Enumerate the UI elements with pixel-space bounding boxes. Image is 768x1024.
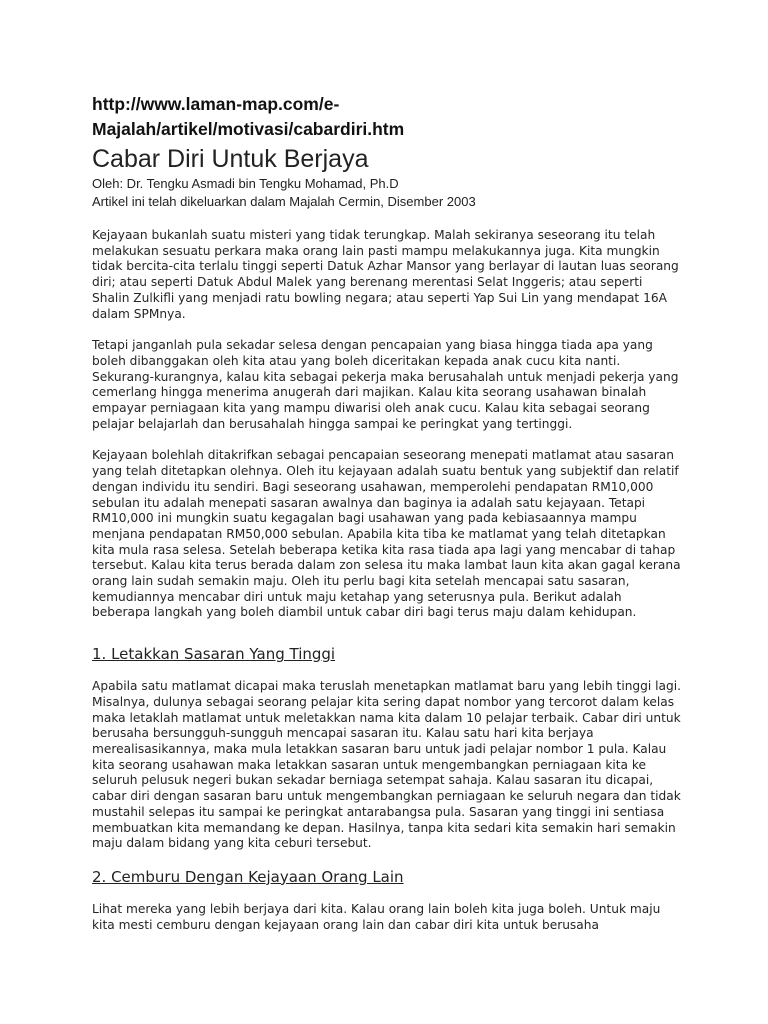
article-publication: Artikel ini telah dikeluarkan dalam Majalah Cermin, Disember 2003 xyxy=(92,194,476,209)
document-page xyxy=(92,92,692,949)
source-url xyxy=(92,92,692,142)
intro-paragraph-2: Tetapi janganlah pula sekadar selesa dengan pencapaian yang biasa hingga tiada apa yang boleh dibanggakan oleh kita atau yang boleh diceritakan kepada anak cucu kita nanti. Sekurang-kurangnya, kalau kita sebagai pekerja maka berusahalah untuk menjadi pekerja yang cemerlang hingga menerima anugerah dari majikan. Kalau kita seorang usahawan binalah empayar perniagaan kita yang mampu diwarisi oleh anak cucu. Kalau kita sebagai seorang pelajar belajarlah dan berusahalah hingga sampai ke peringkat yang tertinggi. xyxy=(92,338,679,431)
intro-paragraph-1: Kejayaan bukanlah suatu misteri yang tidak terungkap. Malah sekiranya seseorang itu telah melakukan sesuatu perkara maka orang lain pasti mampu melakukannya juga. Kita mungkin tidak bercita-cita terlalu tinggi seperti Datuk Azhar Mansor yang berlayar di lautan luas seorang diri; atau seperti Datuk Abdul Malek yang berenang merentasi Selat Inggeris; atau seperti Shalin Zulkifli yang menjadi ratu bowling negara; atau seperti Yap Sui Lin yang mendapat 16A dalam SPMnya. xyxy=(92,228,679,321)
source-url-line-2: Majalah/artikel/motivasi/cabardiri.htm xyxy=(92,119,405,139)
section-2-body: Lihat mereka yang lebih berjaya dari kita. Kalau orang lain boleh kita juga boleh. Untuk maju kita mesti cemburu dengan kejayaan orang lain dan cabar diri kita untuk berusaha xyxy=(92,901,661,932)
section-1-body: Apabila satu matlamat dicapai maka teruslah menetapkan matlamat baru yang lebih tinggi lagi. Misalnya, dulunya sebagai seorang pelajar kita sering dapat nombor yang tercorot dalam kelas maka letaklah matlamat untuk meletakkan nama kita dalam 10 pelajar terbaik. Cabar diri untuk berusaha bersungguh-sungguh mencapai sasaran itu. Kalau satu hari kita berjaya merealisasikannya, maka mula letakkan sasaran baru untuk jadi pelajar nombor 1 pula. Kalau kita seorang usahawan maka letakkan sasaran untuk mengembangkan perniagaan kita ke seluruh pelusuk negeri bukan sekadar berniaga setempat sahaja. Kalau sasaran itu dicapai, cabar diri dengan sasaran baru untuk mengembangkan perniagaan ke seluruh negara dan tidak mustahil selepas itu sampai ke peringkat antarabangsa pula. Sasaran yang tinggi ini sentiasa membuatkan kita memandang ke depan. Hasilnya, tanpa kita sedari kita semakin hari semakin maju dalam bidang yang kita ceburi tersebut. xyxy=(92,679,682,851)
article-author: Oleh: Dr. Tengku Asmadi bin Tengku Mohamad, Ph.D xyxy=(92,176,399,191)
source-url-line-1: http://www.laman-map.com/e- xyxy=(92,94,340,114)
article-title: Cabar Diri Untuk Berjaya xyxy=(92,145,369,173)
section-2-heading: 2. Cemburu Dengan Kejayaan Orang Lain xyxy=(92,867,404,886)
intro-paragraph-3: Kejayaan bolehlah ditakrifkan sebagai pencapaian seseorang menepati matlamat atau sasaran yang telah ditetapkan olehnya. Oleh itu kejayaan adalah suatu bentuk yang subjektif dan relatif dengan individu itu sendiri. Bagi seseorang usahawan, memperolehi pendapatan RM10,000 sebulan itu adalah menepati sasaran awalnya dan baginya ia adalah satu kejayaan. Tetapi RM10,000 ini mungkin suatu kegagalan bagi usahawan yang pada kebiasaannya mampu menjana pendapatan RM50,000 sebulan. Apabila kita tiba ke matlamat yang telah ditetapkan kita mula rasa selesa. Setelah beberapa ketika kita rasa tiada apa lagi yang mencabar di tahap tersebut. Kalau kita terus berada dalam zon selesa itu maka lambat laun kita akan gagal kerana orang lain sudah semakin maju. Oleh itu perlu bagi kita setelah mencapai satu sasaran, kemudiannya mencabar diri untuk maju ketahap yang seterusnya pula. Berikut adalah beberapa langkah yang boleh diambil untuk cabar diri bagi terus maju dalam kehidupan. xyxy=(92,448,681,620)
section-1-heading: 1. Letakkan Sasaran Yang Tinggi xyxy=(92,645,336,664)
